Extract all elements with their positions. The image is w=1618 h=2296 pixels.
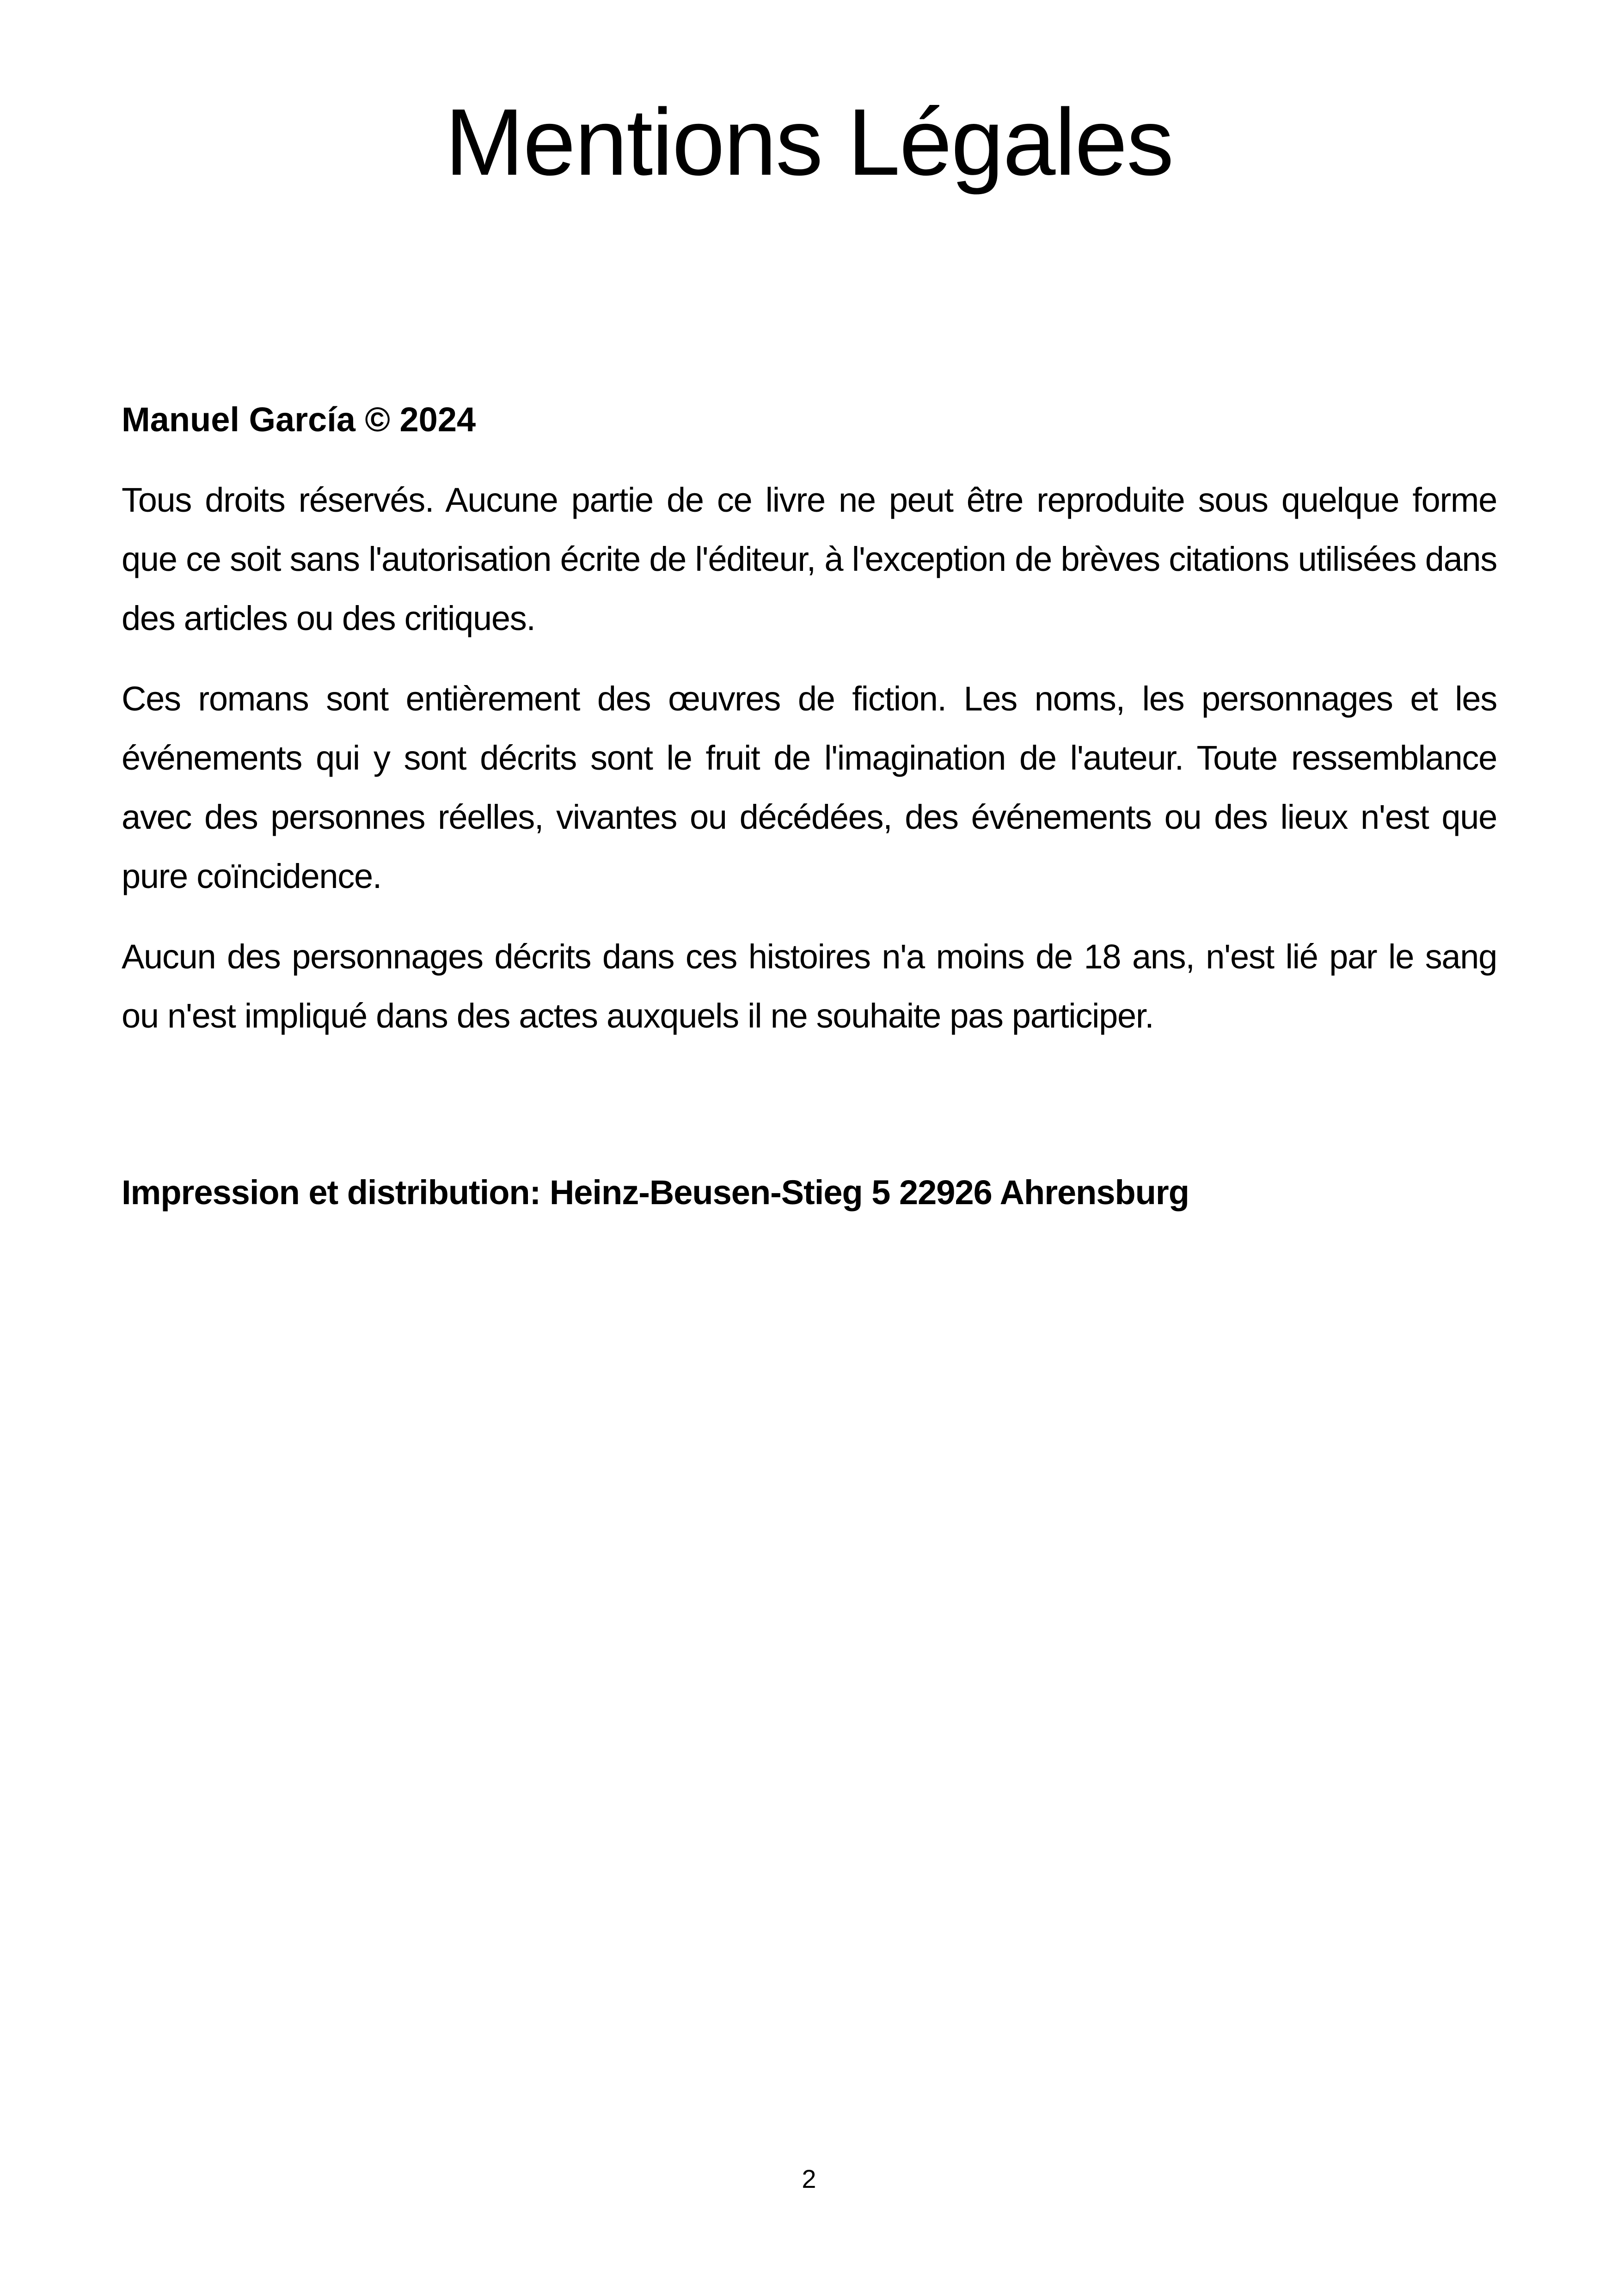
rights-reserved-paragraph: Tous droits réservés. Aucune partie de ce livre ne peut être reproduite sous quelque forme que ce soit sans l'autorisation écrite de l'éditeur, à l'exception de brèves citations utilisées dans des articles ou des critiques. <box>122 481 1497 638</box>
page-title: Mentions Légales <box>445 89 1173 195</box>
imprint-line: Impression et distribution: Heinz-Beusen-Stieg 5 22926 Ahrensburg <box>122 1173 1189 1212</box>
age-disclaimer-paragraph: Aucun des personnages décrits dans ces histoires n'a moins de 18 ans, n'est lié par le sang ou n'est impliqué dans des actes auxquels il ne souhaite pas participer. <box>122 937 1497 1035</box>
fiction-disclaimer-paragraph: Ces romans sont entièrement des œuvres de fiction. Les noms, les personnages et les événements qui y sont décrits sont le fruit de l'imagination de l'auteur. Toute ressemblance avec des personnes réelles, vivantes ou décédées, des événements ou des lieux n'est que pure coïncidence. <box>122 680 1497 896</box>
copyright-line: Manuel García © 2024 <box>122 400 476 439</box>
legal-notice-body <box>122 398 1497 1215</box>
page-number: 2 <box>802 2164 816 2193</box>
